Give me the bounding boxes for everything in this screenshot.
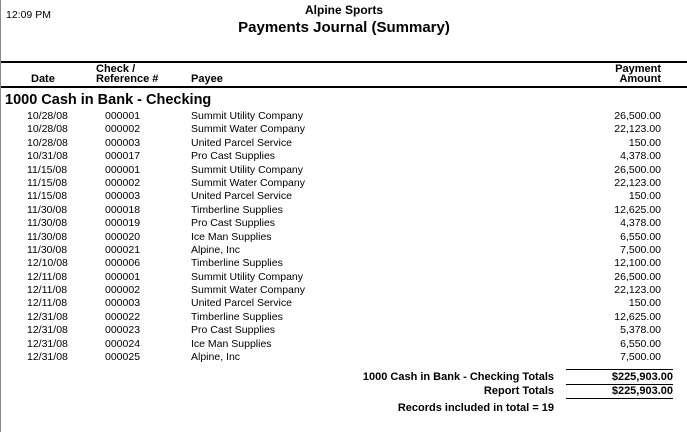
- row-payee: United Parcel Service: [191, 297, 292, 310]
- row-date: 12/31/08: [27, 337, 68, 350]
- row-payee: Ice Man Supplies: [191, 230, 272, 243]
- row-payee: Timberline Supplies: [191, 257, 283, 270]
- print-time: 12:09 PM: [6, 9, 51, 21]
- row-check-number: 000002: [105, 123, 141, 136]
- row-amount: 6,550.00: [620, 337, 661, 350]
- row-check-number: 000020: [105, 230, 141, 243]
- row-check-number: 000018: [105, 203, 141, 216]
- table-row: [1, 217, 687, 230]
- header-amount-line2: Amount: [619, 73, 661, 85]
- group-total-row: [1, 369, 687, 384]
- row-amount: 26,500.00: [614, 163, 661, 176]
- report-title: Payments Journal (Summary): [238, 19, 450, 36]
- report-header: [20, 0, 668, 36]
- row-amount: 7,500.00: [620, 351, 661, 364]
- header-check-line1: Check /: [96, 63, 136, 75]
- group-total-label: 1000 Cash in Bank - Checking Totals: [362, 370, 554, 383]
- row-payee: Alpine, Inc: [191, 351, 241, 364]
- table-row: [1, 110, 687, 123]
- row-payee: Pro Cast Supplies: [191, 324, 276, 337]
- row-date: 11/30/08: [27, 217, 68, 230]
- table-row: [1, 150, 687, 163]
- table-row: [1, 311, 687, 324]
- row-check-number: 000021: [105, 243, 141, 256]
- row-date: 10/28/08: [27, 136, 68, 149]
- row-amount: 6,550.00: [620, 230, 661, 243]
- row-payee: Summit Water Company: [191, 176, 305, 189]
- report-total-amount: $225,903.00: [566, 384, 673, 399]
- row-payee: Summit Water Company: [191, 123, 305, 136]
- row-check-number: 000003: [105, 297, 141, 310]
- report-total-label: Report Totals: [483, 385, 554, 397]
- records-count-note: Records included in total = 19: [397, 402, 554, 414]
- table-row: [1, 284, 687, 297]
- row-date: 10/28/08: [27, 110, 68, 122]
- row-date: 10/31/08: [27, 150, 68, 163]
- table-row: [1, 137, 687, 150]
- row-payee: Ice Man Supplies: [191, 337, 272, 350]
- row-amount: 4,378.00: [620, 217, 661, 230]
- row-amount: 26,500.00: [614, 270, 661, 283]
- row-amount: 22,123.00: [614, 123, 661, 136]
- table-row: [1, 204, 687, 217]
- table-row: [1, 123, 687, 136]
- row-date: 12/11/08: [27, 270, 68, 283]
- header-reference: Reference #: [96, 73, 159, 85]
- row-payee: Pro Cast Supplies: [191, 150, 276, 163]
- row-payee: Summit Utility Company: [191, 270, 304, 283]
- group-total-amount: $225,903.00: [566, 369, 673, 385]
- row-check-number: 000023: [105, 324, 141, 337]
- row-check-number: 000002: [105, 284, 141, 297]
- row-check-number: 000002: [105, 176, 141, 189]
- row-date: 10/28/08: [27, 123, 68, 136]
- row-check-number: 000001: [105, 270, 141, 283]
- row-payee: Pro Cast Supplies: [191, 217, 276, 230]
- table-row: [1, 164, 687, 177]
- row-amount: 7,500.00: [620, 243, 661, 256]
- table-body: [1, 110, 687, 364]
- row-date: 12/11/08: [27, 297, 68, 310]
- row-check-number: 000022: [105, 310, 141, 323]
- row-date: 11/30/08: [27, 203, 68, 216]
- table-row: [1, 257, 687, 270]
- row-payee: Alpine, Inc: [191, 243, 241, 256]
- table-row: [1, 338, 687, 351]
- table-row: [1, 190, 687, 203]
- row-amount: 12,100.00: [614, 257, 661, 270]
- row-check-number: 000025: [105, 351, 141, 364]
- row-check-number: 000017: [105, 150, 141, 163]
- row-payee: Summit Utility Company: [191, 163, 304, 176]
- row-amount: 12,625.00: [614, 310, 661, 323]
- row-check-number: 000019: [105, 217, 141, 230]
- header-payee: Payee: [191, 73, 223, 85]
- table-row: [1, 244, 687, 257]
- row-check-number: 000001: [105, 163, 141, 176]
- row-amount: 12,625.00: [614, 203, 661, 216]
- report-total-row: [1, 384, 687, 399]
- row-amount: 150.00: [628, 136, 661, 149]
- table-header-line-2: [1, 74, 687, 84]
- row-amount: 26,500.00: [614, 110, 661, 122]
- row-check-number: 000003: [105, 190, 141, 203]
- row-date: 12/31/08: [27, 310, 68, 323]
- row-date: 11/30/08: [27, 243, 68, 256]
- row-date: 12/11/08: [27, 284, 68, 297]
- row-date: 12/10/08: [27, 257, 68, 270]
- table-header: [1, 61, 687, 88]
- row-amount: 22,123.00: [614, 284, 661, 297]
- row-payee: United Parcel Service: [191, 136, 292, 149]
- company-name: Alpine Sports: [304, 3, 383, 17]
- table-row: [1, 231, 687, 244]
- row-payee: Timberline Supplies: [191, 203, 283, 216]
- table-row: [1, 297, 687, 310]
- header-amount-line1: Payment: [615, 63, 661, 75]
- account-group-title: 1000 Cash in Bank - Checking: [5, 92, 212, 108]
- row-amount: 4,378.00: [620, 150, 661, 163]
- table-row: [1, 271, 687, 284]
- row-amount: 150.00: [628, 297, 661, 310]
- header-payee-spacer: [191, 64, 521, 74]
- row-date: 11/15/08: [27, 176, 68, 189]
- row-date: 11/15/08: [27, 163, 68, 176]
- table-row: [1, 177, 687, 190]
- row-check-number: 000006: [105, 257, 141, 270]
- row-date: 11/30/08: [27, 230, 68, 243]
- header-date: Date: [31, 73, 55, 85]
- row-amount: 5,378.00: [620, 324, 661, 337]
- row-payee: Timberline Supplies: [191, 310, 283, 323]
- row-payee: Summit Utility Company: [191, 110, 304, 122]
- row-date: 11/15/08: [27, 190, 68, 203]
- totals-section: [1, 369, 687, 414]
- row-amount: 150.00: [628, 190, 661, 203]
- row-check-number: 000001: [105, 110, 141, 122]
- row-payee: Summit Water Company: [191, 284, 305, 297]
- row-date: 12/31/08: [27, 351, 68, 364]
- row-amount: 22,123.00: [614, 176, 661, 189]
- table-row: [1, 351, 687, 364]
- row-date: 12/31/08: [27, 324, 68, 337]
- table-row: [1, 324, 687, 337]
- row-check-number: 000003: [105, 136, 141, 149]
- row-payee: United Parcel Service: [191, 190, 292, 203]
- row-check-number: 000024: [105, 337, 141, 350]
